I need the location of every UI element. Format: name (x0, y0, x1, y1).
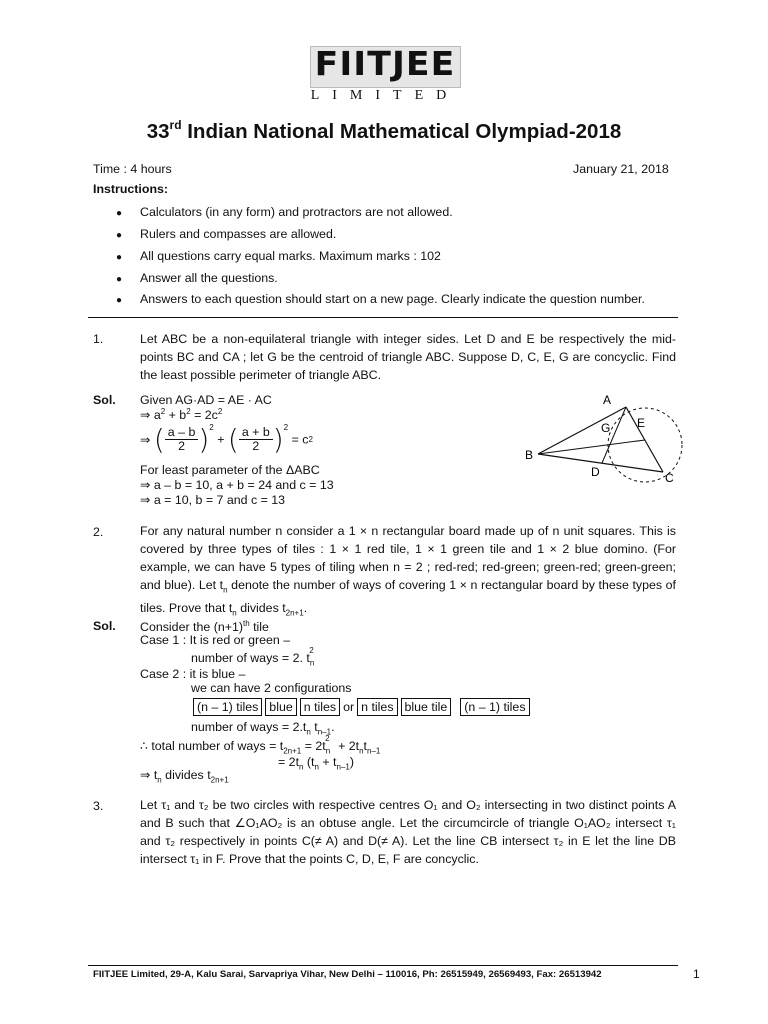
sol1-equation: ⇒ ( $\frac{a - b}{2}$ )$^2$ + ( $\frac{a + b}{2}$ )$^2$ = c2 (140, 423, 313, 456)
bullet: ● (116, 252, 123, 263)
bullet: ● (116, 274, 123, 285)
fiitjee-logo: FIITJEE (314, 44, 456, 83)
question-number: 2. (93, 525, 104, 539)
sol1-line: ⇒ a – b = 10, a + b = 24 and c = 13 (140, 478, 334, 492)
limited-text: LIMITED (310, 88, 460, 103)
sol1-line: ⇒ $a^2 + b^2 = 2c^2$ (140, 407, 223, 423)
instructions-heading: Instructions: (93, 182, 169, 196)
exam-date: January 21, 2018 (573, 162, 669, 176)
tile-box: blue (265, 698, 296, 716)
question-number: 3. (93, 799, 104, 813)
question-1-text: Let ABC be a non-equilateral triangle with integer sides. Let D and E be respectively the mid-points BC and CA ; let G be the centroid of triangle ABC. Suppose D, C, E, G are concyclic. Find the least possible perimeter of triangle ABC. (140, 332, 676, 382)
sol1-line: Given AG·AD = AE · AC (140, 393, 272, 407)
solution-label: Sol. (93, 619, 116, 633)
question-3-text: Let τ₁ and τ₂ be two circles with respective centres O₁ and O₂ intersecting in two distinct points A and B such that ∠O₁AO₂ is an obtuse angle. Let the circumcircle of triangle O₁AO₂ intersect τ₁ and τ₂ respectively in points C(≠ A) and D(≠ A). Let the line CB intersect τ₂ in E let the line DB intersect τ₁ in F. Prove that the points C, D, E, F are concyclic. (140, 798, 676, 866)
side-bc (538, 454, 663, 472)
sol2-line: Case 1 : It is red or green – (140, 633, 291, 647)
sol1-line: For least parameter of the ΔABC (140, 463, 320, 477)
solution-label: Sol. (93, 393, 116, 407)
sol2-line: Case 2 : it is blue – (140, 667, 246, 681)
footer-divider (88, 965, 678, 966)
question-2-text: For any natural number n consider a 1 × n rectangular board made up of n unit squares. This is covered by three types of tiles : 1 × 1 red tile, 1 × 1 green tile and 1 × 2 blue domino. (For example, we can have 5 types of tiling when n = 2 ; red-red; red-green; green-red; green-green; and blue). Let $t_n$ denote the number of ways of covering 1 × n rectangular board by these types of tiles. Prove that $t_n$ divides $t_{2n+1}$. (140, 524, 676, 618)
tile-configurations: (n – 1) tiles blue n tiles or n tiles blue tile (n – 1) tiles (193, 698, 533, 716)
question-number: 1. (93, 332, 104, 346)
label-c: C (665, 471, 674, 485)
label-e: E (637, 416, 646, 430)
sol2-line: we can have 2 configurations (191, 681, 352, 695)
side-ba (538, 407, 626, 454)
tile-box: blue tile (401, 698, 452, 716)
sol2-line: Consider the $(n+1)^{th}$ tile (140, 619, 269, 635)
instruction-item: Answer all the questions. (140, 271, 278, 285)
page-title: 33rd Indian National Mathematical Olympiad-2018 (146, 118, 622, 143)
median-be (538, 440, 645, 454)
sol2-line: number of ways = $2.t_n$ $t_{n-1}$. (191, 720, 335, 737)
sol2-line: ⇒ $t_n$ divides $t_{2n+1}$ (140, 768, 229, 785)
tile-box: n tiles (300, 698, 340, 716)
sol2-line: ∴ total number of ways = $t_{2n+1} = 2t_n^2 + 2t_nt_{n-1}$ (140, 734, 381, 756)
page-number: 1 (693, 967, 700, 981)
label-g: G (601, 421, 611, 435)
tile-box: (n – 1) tiles (193, 698, 262, 716)
sol2-line: = $2t_n$ $(t_n + t_{n-1})$ (278, 755, 355, 772)
bullet: ● (116, 208, 123, 219)
bullet: ● (116, 295, 123, 306)
divider (88, 317, 678, 318)
exam-time: Time : 4 hours (93, 162, 172, 176)
instruction-item: All questions carry equal marks. Maximum marks : 102 (140, 249, 441, 263)
tile-box: (n – 1) tiles (460, 698, 529, 716)
bullet: ● (116, 230, 123, 241)
instruction-item: Rulers and compasses are allowed. (140, 227, 337, 241)
footer-address: FIITJEE Limited, 29-A, Kalu Sarai, Sarvapriya Vihar, New Delhi – 110016, Ph: 26515949, 26569493, Fax: 26513942 (93, 969, 602, 980)
label-a: A (603, 393, 612, 407)
label-d: D (591, 465, 600, 479)
triangle-figure (515, 390, 695, 500)
median-ad (602, 407, 626, 463)
tile-box: n tiles (357, 698, 397, 716)
instruction-item: Calculators (in any form) and protractors are not allowed. (140, 205, 453, 219)
sol1-line: ⇒ a = 10, b = 7 and c = 13 (140, 493, 286, 507)
label-b: B (525, 448, 534, 462)
instruction-item: Answers to each question should start on a new page. Clearly indicate the question number. (140, 292, 645, 306)
sol2-line: number of ways = 2. $t_n^2$ (191, 646, 315, 668)
